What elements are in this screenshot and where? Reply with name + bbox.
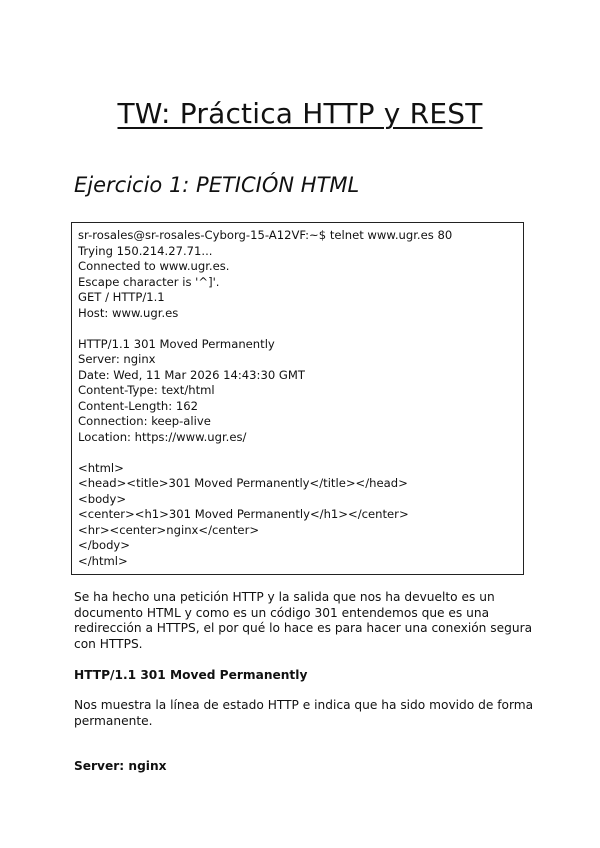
terminal-line xyxy=(78,321,523,337)
terminal-line: HTTP/1.1 301 Moved Permanently xyxy=(78,336,275,351)
terminal-line: </body> xyxy=(78,538,131,552)
section-heading: Ejercicio 1: PETICIÓN HTML xyxy=(74,173,360,197)
terminal-output-box xyxy=(71,222,524,575)
terminal-line: <html> xyxy=(78,460,124,475)
terminal-line: Server: nginx xyxy=(78,352,156,366)
terminal-line: Connected to www.ugr.es. xyxy=(78,259,230,273)
terminal-line: Content-Length: 162 xyxy=(78,398,199,413)
terminal-line: Content-Type: text/html xyxy=(78,383,215,397)
terminal-line: Date: Wed, 11 Mar 2026 14:43:30 GMT xyxy=(78,367,305,382)
terminal-line: </html> xyxy=(78,553,128,568)
terminal-line: Connection: keep-alive xyxy=(78,414,211,428)
terminal-line: GET / HTTP/1.1 xyxy=(78,290,165,304)
server-subheading: Server: nginx xyxy=(74,759,167,773)
terminal-line: <head><title>301 Moved Permanently</title></head> xyxy=(78,476,408,490)
terminal-line: <center><h1>301 Moved Permanently</h1></center> xyxy=(78,507,409,521)
terminal-line xyxy=(78,445,523,461)
terminal-line: Trying 150.214.27.71... xyxy=(78,243,213,258)
terminal-line: sr-rosales@sr-rosales-Cyborg-15-A12VF:~$ telnet www.ugr.es 80 xyxy=(78,228,453,242)
status-line-paragraph: Nos muestra la línea de estado HTTP e indica que ha sido movido de forma permanente. xyxy=(74,698,534,728)
terminal-line: Escape character is '^]'. xyxy=(78,274,220,289)
document-title: TW: Práctica HTTP y REST xyxy=(117,97,483,130)
explanation-paragraph: Se ha hecho una petición HTTP y la salida que nos ha devuelto es un documento HTML y como es un código 301 entendemos que es una redirección a HTTPS, el por qué lo hace es para hacer una conexión segura con HTTPS. xyxy=(74,590,533,651)
terminal-line: <hr><center>nginx</center> xyxy=(78,522,260,537)
terminal-line: Host: www.ugr.es xyxy=(78,305,179,320)
status-line-subheading: HTTP/1.1 301 Moved Permanently xyxy=(74,668,308,682)
terminal-line: <body> xyxy=(78,491,127,506)
terminal-line: Location: https://www.ugr.es/ xyxy=(78,429,247,444)
